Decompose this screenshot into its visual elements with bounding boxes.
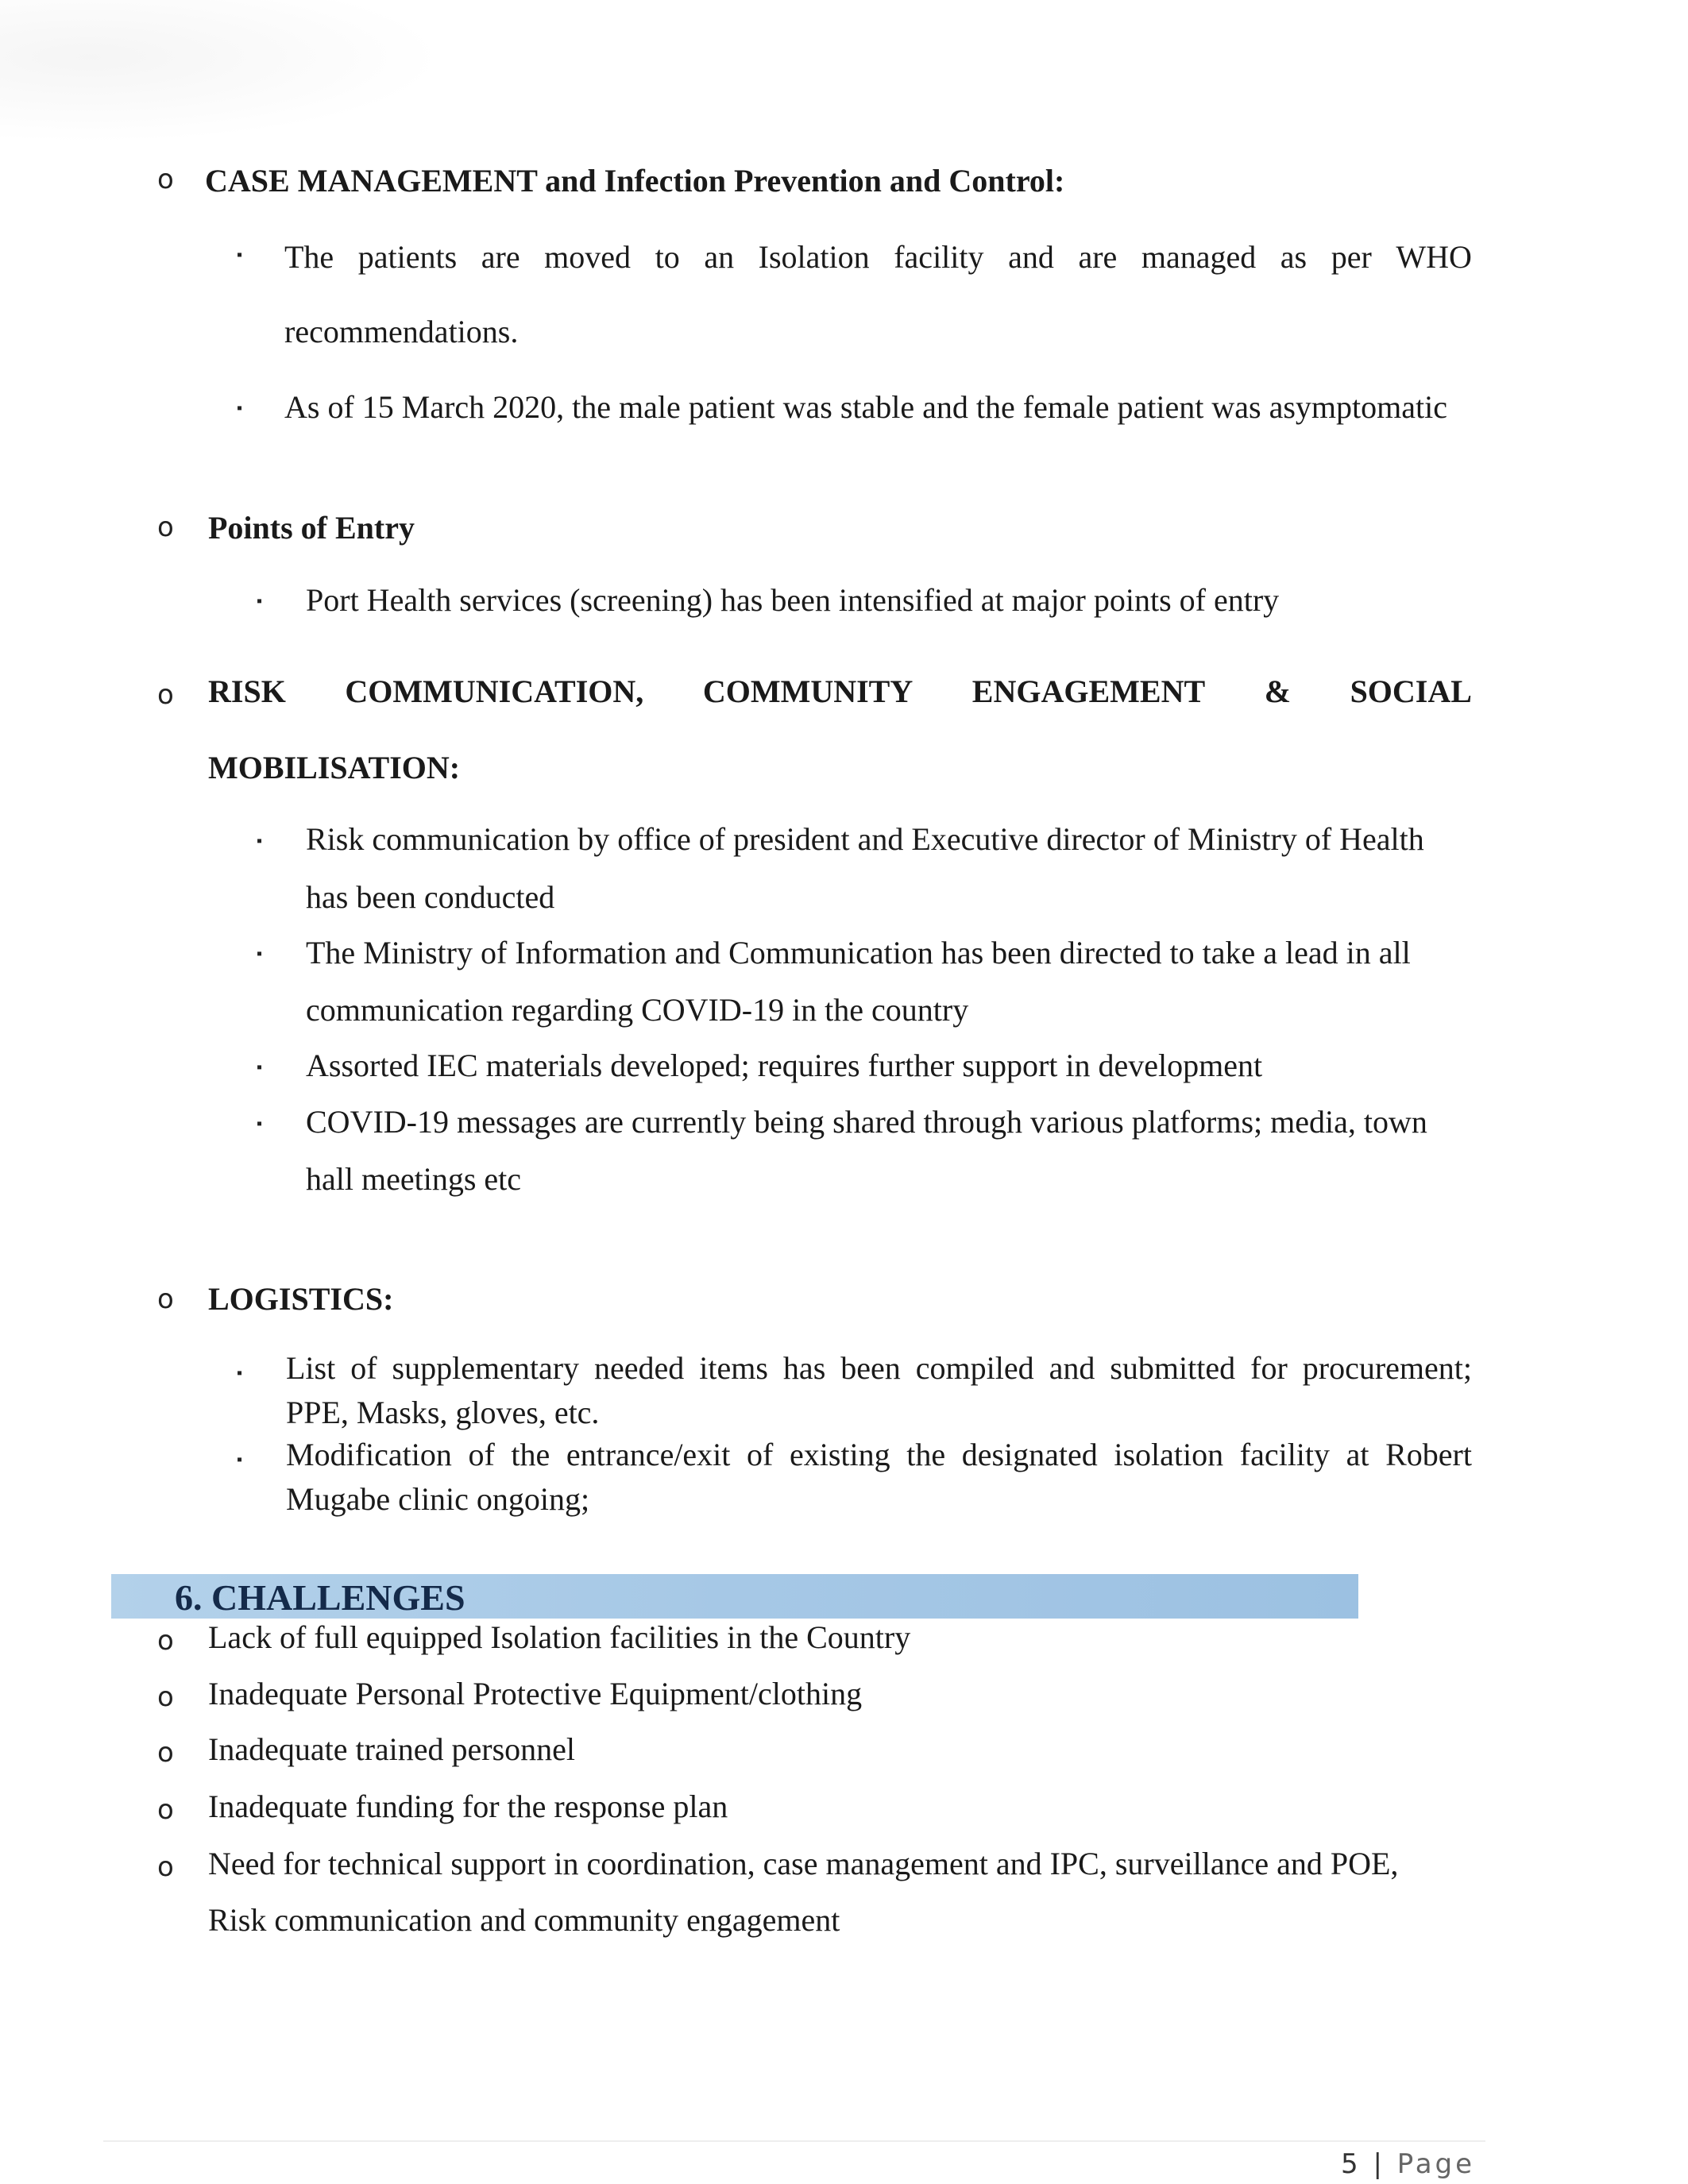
risk-communication-heading: RISK COMMUNICATION, COMMUNITY ENGAGEMENT & SOCIAL bbox=[208, 673, 1472, 709]
case-management-heading: CASE MANAGEMENT and Infection Prevention and Control: bbox=[205, 163, 1065, 199]
case-management-item-2: As of 15 March 2020, the male patient was stable and the female patient was asymptomatic bbox=[284, 389, 1448, 425]
risk-communication-heading-cont: MOBILISATION: bbox=[208, 750, 461, 785]
bullet-marker: o bbox=[157, 1794, 174, 1826]
challenges-title: 6. CHALLENGES bbox=[175, 1577, 465, 1618]
risk-item-1-cont: has been conducted bbox=[306, 879, 555, 915]
sub-bullet-marker: ▪ bbox=[237, 1451, 243, 1468]
logistics-item-1: List of supplementary needed items has been compiled and submitted for procurement; PPE, Masks, gloves, etc. bbox=[286, 1350, 1472, 1430]
scan-artifact bbox=[0, 0, 445, 143]
bullet-marker: o bbox=[157, 679, 174, 711]
challenge-item-1: Lack of full equipped Isolation facilities in the Country bbox=[208, 1619, 911, 1655]
points-of-entry-item-1: Port Health services (screening) has been intensified at major points of entry bbox=[306, 582, 1280, 618]
bullet-marker: o bbox=[157, 164, 174, 195]
risk-item-2: The Ministry of Information and Communication has been directed to take a lead in all bbox=[306, 935, 1411, 970]
sub-bullet-marker: ▪ bbox=[237, 1364, 243, 1382]
logistics-item-2: Modification of the entrance/exit of existing the designated isolation facility at Robert Mugabe clinic ongoing; bbox=[286, 1437, 1472, 1517]
bullet-marker: o bbox=[157, 511, 174, 543]
logistics-heading: LOGISTICS: bbox=[208, 1281, 394, 1317]
bullet-marker: o bbox=[157, 1283, 174, 1315]
sub-bullet-marker: ▪ bbox=[257, 1115, 263, 1133]
risk-item-2-cont: communication regarding COVID-19 in the country bbox=[306, 992, 969, 1028]
challenge-item-3: Inadequate trained personnel bbox=[208, 1731, 576, 1767]
challenge-item-5-cont: Risk communication and community engagement bbox=[208, 1902, 840, 1938]
case-management-item-1: The patients are moved to an Isolation facility and are managed as per WHO bbox=[284, 239, 1472, 275]
challenge-item-2: Inadequate Personal Protective Equipment/clothing bbox=[208, 1676, 863, 1711]
bullet-marker: o bbox=[157, 1625, 174, 1657]
sub-bullet-marker: ▪ bbox=[257, 1059, 263, 1076]
sub-bullet-marker: ▪ bbox=[257, 945, 263, 963]
challenge-item-5: Need for technical support in coordination, case management and IPC, surveillance and POE, bbox=[208, 1846, 1399, 1881]
page-number: 5 | Page bbox=[1341, 2148, 1476, 2180]
bullet-marker: o bbox=[157, 1851, 174, 1883]
sub-bullet-marker: ▪ bbox=[257, 832, 263, 850]
risk-item-3: Assorted IEC materials developed; requires further support in development bbox=[306, 1048, 1263, 1083]
sub-bullet-marker: ▪ bbox=[237, 399, 243, 417]
sub-bullet-marker: ▪ bbox=[237, 246, 243, 264]
case-management-item-1-cont: recommendations. bbox=[284, 314, 519, 349]
risk-item-4: COVID-19 messages are currently being shared through various platforms; media, town bbox=[306, 1104, 1427, 1140]
points-of-entry-heading: Points of Entry bbox=[208, 510, 415, 546]
challenge-item-4: Inadequate funding for the response plan bbox=[208, 1788, 728, 1824]
risk-item-1: Risk communication by office of president and Executive director of Ministry of Health bbox=[306, 821, 1424, 857]
bullet-marker: o bbox=[157, 1737, 174, 1769]
risk-item-4-cont: hall meetings etc bbox=[306, 1161, 522, 1197]
sub-bullet-marker: ▪ bbox=[257, 592, 263, 610]
footer-divider bbox=[103, 2140, 1485, 2142]
bullet-marker: o bbox=[157, 1681, 174, 1713]
